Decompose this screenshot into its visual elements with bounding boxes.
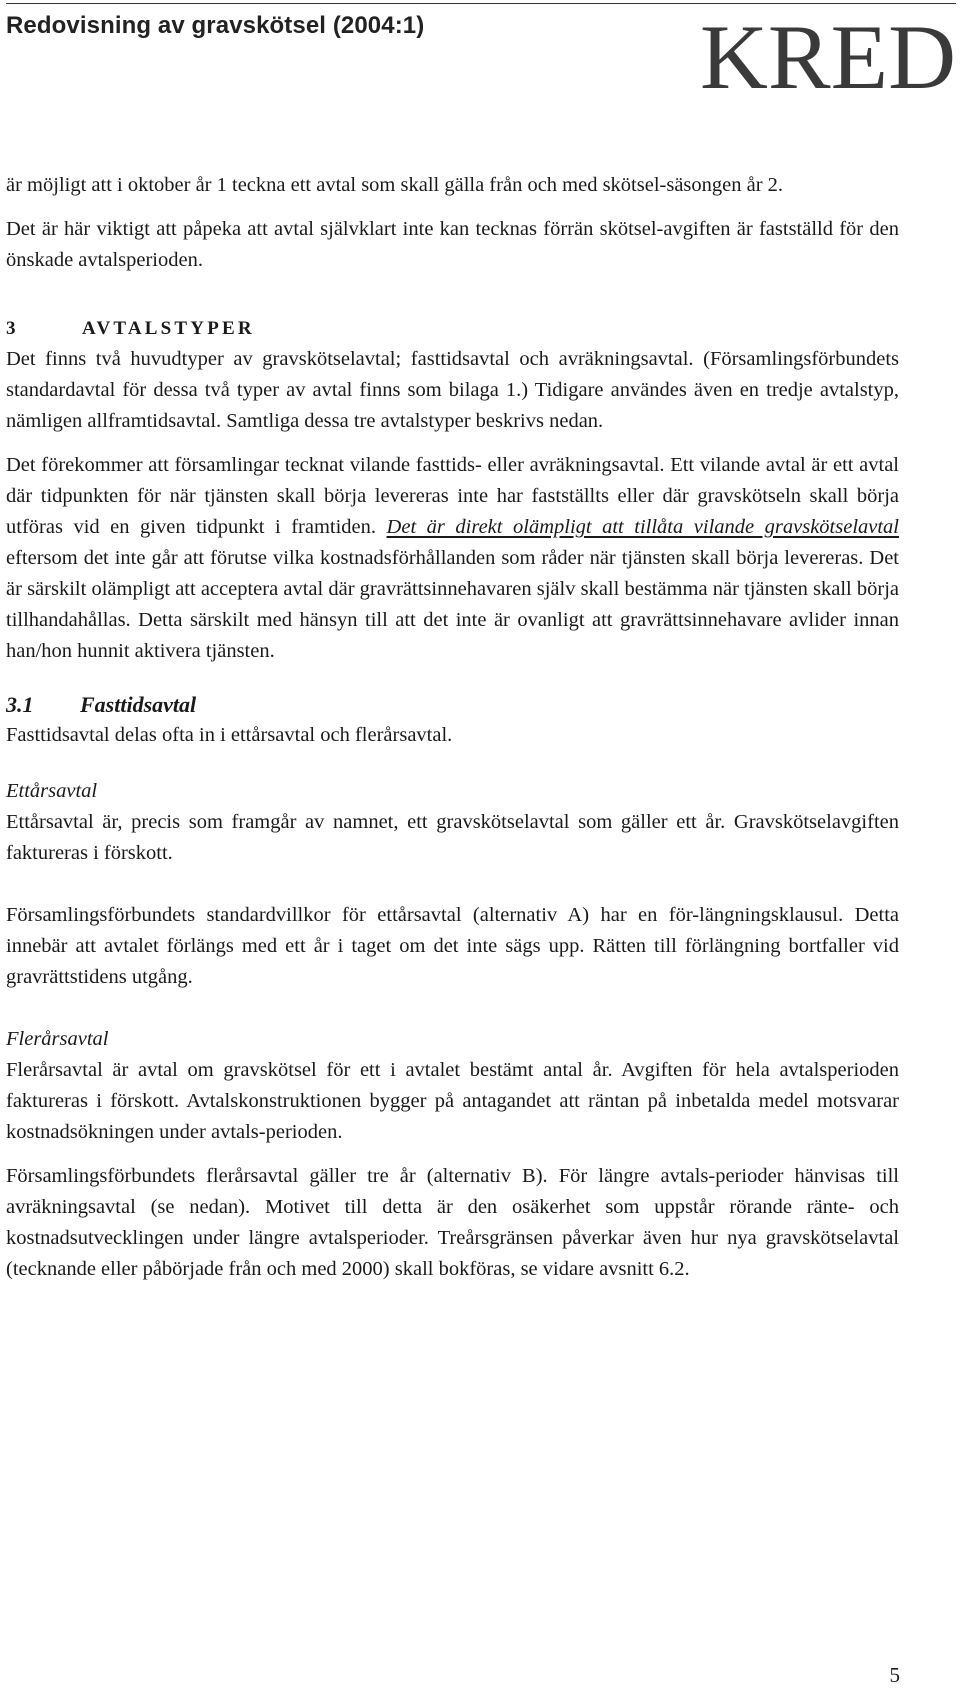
page-header bbox=[6, 0, 956, 106]
section-title: AVTALSTYPER bbox=[82, 318, 255, 339]
section-number: 3 bbox=[6, 318, 16, 339]
document-body bbox=[6, 170, 899, 1285]
paragraph: Församlingsförbundets standardvillkor för ettårsavtal (alternativ A) har en för-längningsklausul. Detta innebär att avtalet förlängs med ett år i taget om det inte sägs upp. Rätten till förlängning bortfaller vid gravrättstidens utgång. bbox=[6, 904, 899, 988]
kred-logo bbox=[696, 6, 960, 106]
paragraph: Det är här viktigt att påpeka att avtal självklart inte kan tecknas förrän skötsel-avgiften är fastställd för den önskade avtalsperioden. bbox=[6, 218, 899, 271]
document-title: Redovisning av gravskötsel (2004:1) bbox=[6, 12, 425, 39]
paragraph-text: Det förekommer att församlingar tecknat vilande fasttids- eller avräkningsavtal. Ett vilande avtal är ett avtal där tidpunkten för när tjänsten skall börja levereras inte har fastställts eller där gravskötseln skall börja utföras vid en given tidpunkt i framtiden. bbox=[6, 454, 899, 538]
paragraph: Fasttidsavtal delas ofta in i ettårsavtal och flerårsavtal. bbox=[6, 724, 453, 746]
paragraph bbox=[6, 450, 899, 667]
page-number: 5 bbox=[889, 1663, 900, 1687]
paragraph: Flerårsavtal är avtal om gravskötsel för ett i avtalet bestämt antal år. Avgiften för hela avtalsperioden faktureras i förskott. Avtalskonstruktionen bygger på antagandet att räntan på inbetalda medel motsvarar kostnadsökningen under avtals-perioden. bbox=[6, 1059, 899, 1143]
paragraph: Församlingsförbundets flerårsavtal gäller tre år (alternativ B). För längre avtals-perioder hänvisas till avräkningsavtal (se nedan). Motivet till detta är den osäkerhet som uppstår rörande ränte- och kostnadsutvecklingen under längre avtalsperioder. Treårsgränsen påverkar även hur nya gravskötselavtal (tecknande eller påbörjade från och med 2000) skall bokföras, se vidare avsnitt 6.2. bbox=[6, 1165, 899, 1280]
header-rule bbox=[6, 3, 956, 4]
logo-text: KRED bbox=[700, 6, 956, 106]
paragraph-text: eftersom det inte går att förutse vilka kostnadsförhållanden som råder när tjänsten skall börja levereras. Det är särskilt olämpligt att acceptera avtal där gravrättsinnehavaren själv skall bestämma när tjänsten skall börja tillhandahållas. Detta särskilt med hänsyn till att det inte är ovanligt att gravrättsinnehavare avlider innan han/hon hunnit aktivera tjänsten. bbox=[6, 547, 899, 662]
section-heading bbox=[6, 313, 899, 344]
paragraph: Det finns två huvudtyper av gravskötselavtal; fasttidsavtal och avräkningsavtal. (Församlingsförbundets standardavtal för dessa två typer av avtal finns som bilaga 1.) Tidigare användes även en tredje avtalstyp, nämligen allframtidsavtal. Samtliga dessa tre avtalstyper beskrivs nedan. bbox=[6, 348, 899, 432]
subheading-flerarsavtal: Flerårsavtal bbox=[6, 1028, 109, 1050]
subsection-number: 3.1 bbox=[6, 692, 34, 717]
paragraph: Ettårsavtal är, precis som framgår av namnet, ett gravskötselavtal som gäller ett år. Gravskötselavgiften faktureras i förskott. bbox=[6, 811, 899, 864]
emphasis-text: Det är direkt olämpligt att tillåta vilande gravskötselavtal bbox=[386, 516, 900, 538]
subsection-heading bbox=[6, 689, 899, 720]
subsection-title: Fasttidsavtal bbox=[80, 692, 197, 717]
subheading-ettarsavtal: Ettårsavtal bbox=[6, 780, 98, 802]
paragraph: är möjligt att i oktober år 1 teckna ett avtal som skall gälla från och med skötsel-säsongen år 2. bbox=[6, 174, 784, 196]
